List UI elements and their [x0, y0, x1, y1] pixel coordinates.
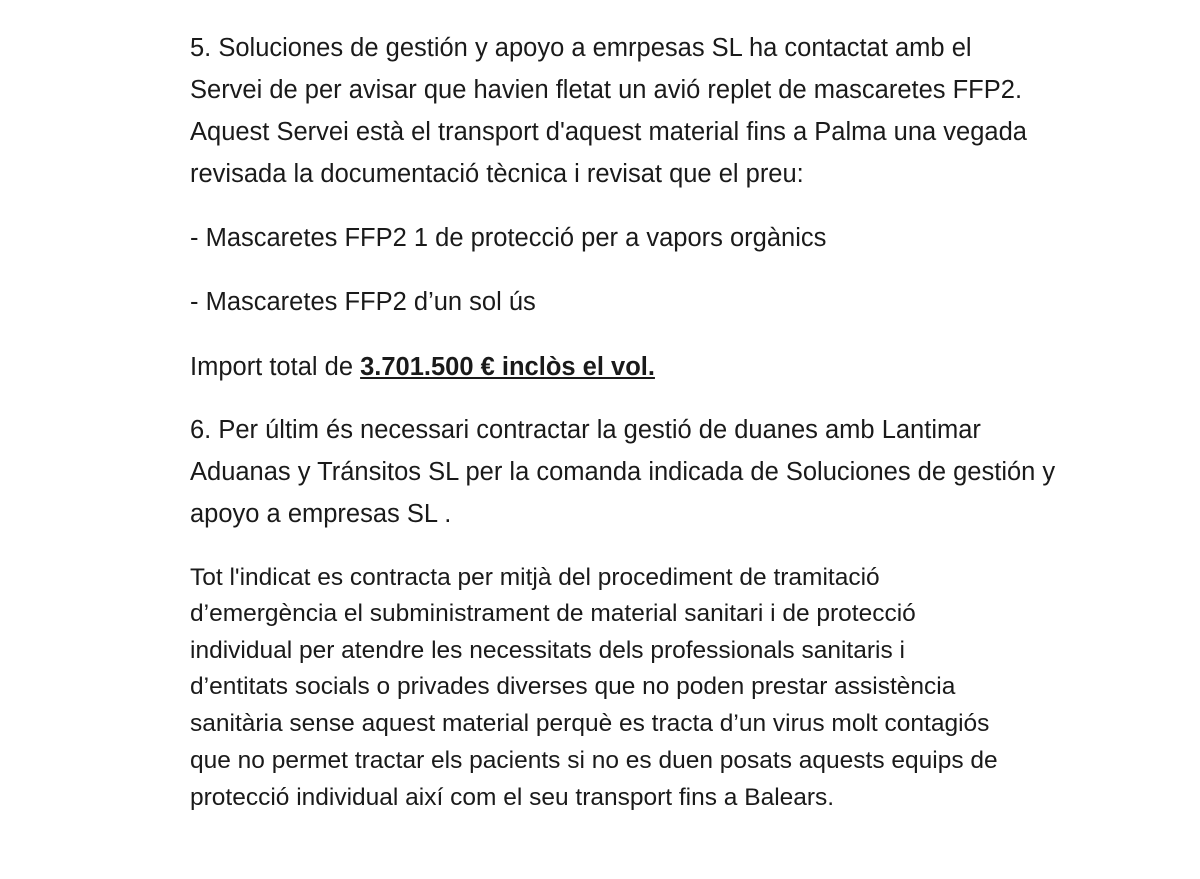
item5-line: revisada la documentació tècnica i revisat que el preu: — [190, 160, 804, 188]
item6-line: Aduanas y Tránsitos SL per la comanda indicada de Soluciones de gestión y — [190, 458, 1056, 486]
closing-line: d’entitats socials o privades diverses que no poden prestar assistència — [190, 673, 956, 700]
closing-line: d’emergència el subministrament de material sanitari i de protecció — [190, 600, 916, 627]
closing-line: sanitària sense aquest material perquè es tracta d’un virus molt contagiós — [190, 710, 990, 737]
total-prefix: Import total de — [190, 353, 361, 381]
item5-line: Servei de per avisar que havien fletat un avió replet de mascaretes FFP2. — [190, 76, 1023, 104]
total-amount: 3.701.500 € inclòs el vol. — [360, 353, 655, 381]
bullet-item: - Mascaretes FFP2 d’un sol ús — [190, 288, 536, 316]
closing-line: que no permet tractar els pacients si no es duen posats aquests equips de — [190, 747, 998, 774]
closing-line: protecció individual així com el seu transport fins a Balears. — [190, 784, 835, 811]
closing-line: Tot l'indicat es contracta per mitjà del procediment de tramitació — [190, 564, 880, 591]
total-line — [190, 352, 655, 382]
bullet-item: - Mascaretes FFP2 1 de protecció per a vapors orgànics — [190, 224, 827, 252]
item6-line: 6. Per últim és necessari contractar la gestió de duanes amb Lantimar — [190, 416, 981, 444]
item5-line: 5. Soluciones de gestión y apoyo a emrpesas SL ha contactat amb el — [190, 34, 972, 62]
item6-line: apoyo a empresas SL . — [190, 500, 452, 528]
closing-line: individual per atendre les necessitats dels professionals sanitaris i — [190, 637, 905, 664]
item5-line: Aquest Servei està el transport d'aquest material fins a Palma una vegada — [190, 118, 1027, 146]
